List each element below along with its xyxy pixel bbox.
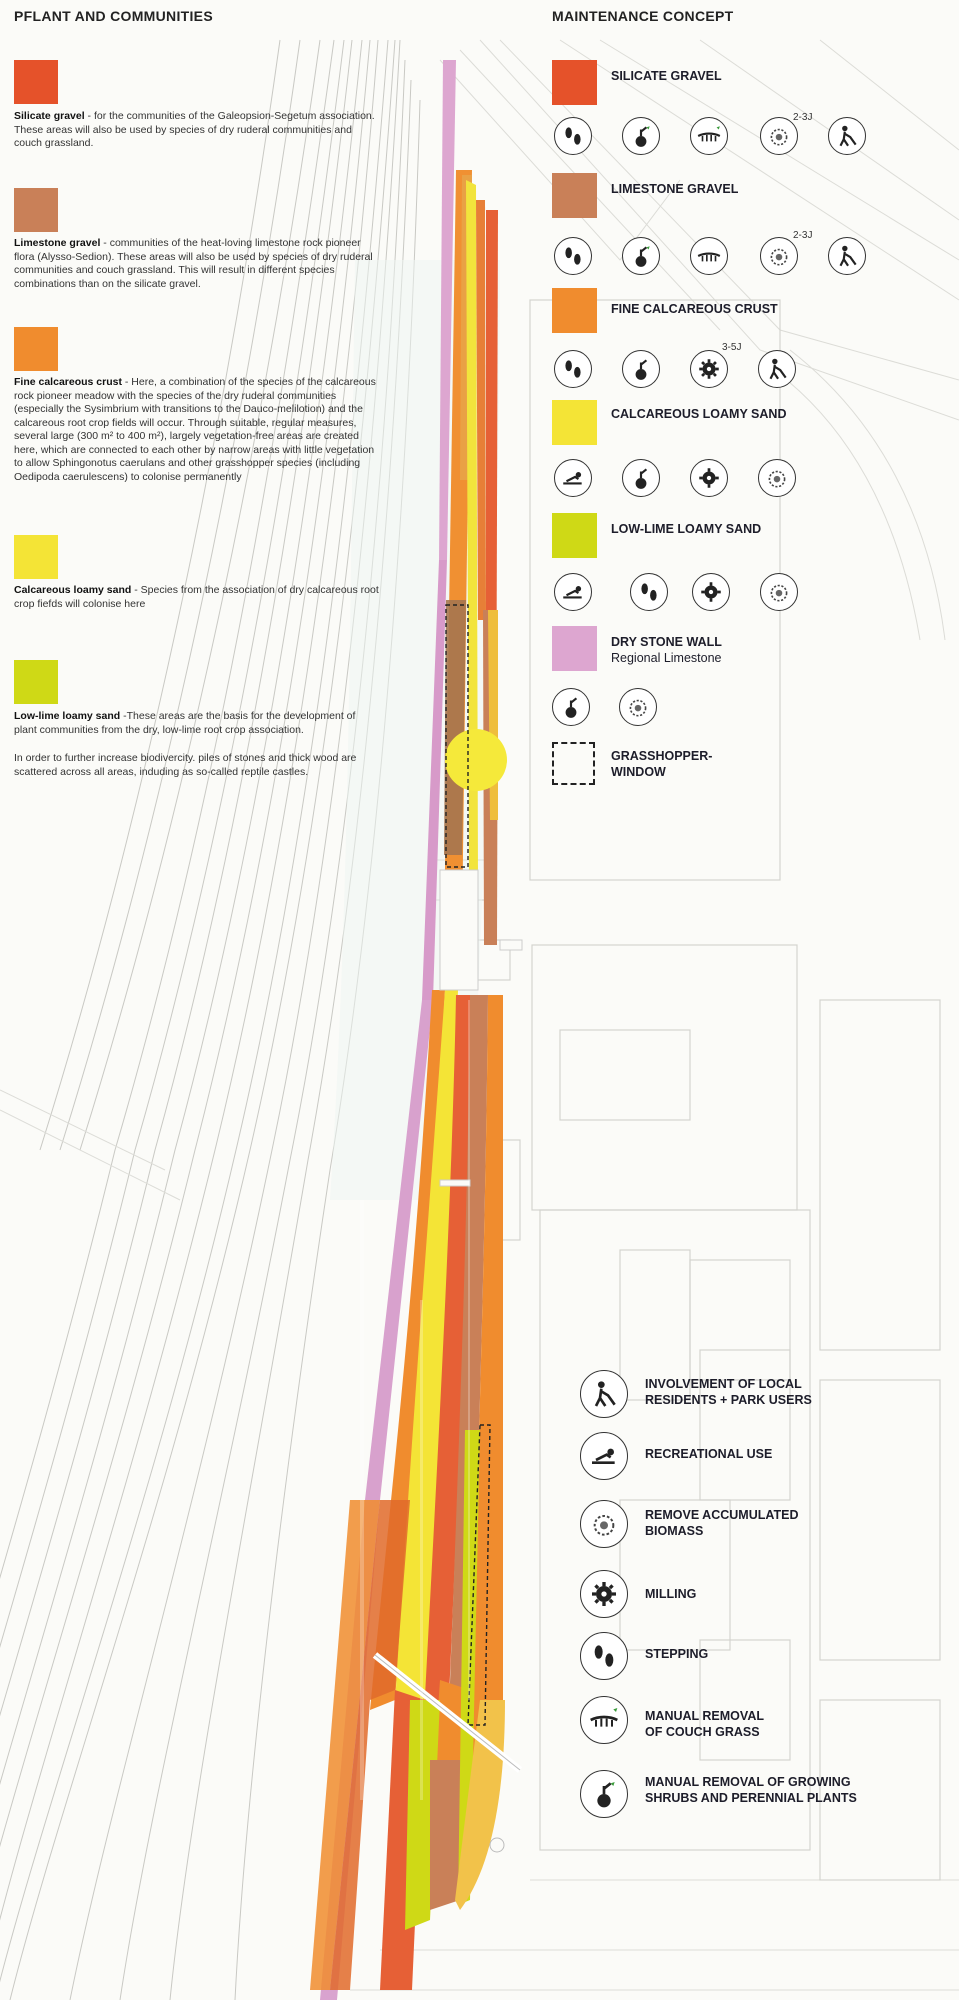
hiker-icon (828, 237, 866, 275)
grasshopper-window-label-2: WINDOW (611, 765, 666, 779)
maintenance-label-limestone: LIMESTONE GRAVEL (611, 182, 739, 196)
biomass-icon (760, 573, 798, 611)
couch-grass-icon (690, 237, 728, 275)
low-lime-loamy-sand-description: Low-lime loamy sand -These areas are the basis for the development of plant communities from the dry, low-lime root crop association. (14, 710, 356, 736)
legend-label: MANUAL REMOVAL OF GROWING SHRUBS AND PERENNIAL PLANTS (645, 1775, 857, 1805)
recreation-icon (580, 1432, 628, 1480)
milling-icon (580, 1570, 628, 1618)
legend-label: STEPPING (645, 1647, 709, 1661)
calcareous-loamy-sand-description: Calcareous loamy sand - Species from the association of dry calcareous root crop fiefds will colonise here (14, 584, 379, 610)
stepping-icon (554, 237, 592, 275)
milling-icon (690, 459, 728, 497)
swatch-calcareous-loamy-sand (14, 535, 58, 579)
maintenance-label-silicate: SILICATE GRAVEL (611, 69, 722, 83)
maintenance-swatch-crust (552, 288, 597, 333)
couch-grass-icon (580, 1696, 628, 1744)
biomass-icon (580, 1500, 628, 1548)
hiker-icon (580, 1370, 628, 1418)
maintenance-swatch-limestone (552, 173, 597, 218)
milling-icon (690, 350, 728, 388)
maintenance-swatch-low-sand (552, 513, 597, 558)
legend-label: MANUAL REMOVAL OF COUCH GRASS (645, 1709, 764, 1739)
grasshopper-window-label-1: GRASSHOPPER- (611, 749, 713, 763)
legend-label: REMOVE ACCUMULATED BIOMASS (645, 1508, 799, 1538)
shrub-removal-icon (622, 350, 660, 388)
legend-label: INVOLVEMENT OF LOCAL RESIDENTS + PARK USERS (645, 1377, 812, 1407)
limestone-gravel-description: Limestone gravel - communities of the heat-loving limestone rock pioneer flora (Alysso-Sedion). These areas will also be used by species of dry ruderal communities and couch grassland. This will result in different species combinations than on the silicate gravel. (14, 237, 373, 290)
biomass-icon (758, 459, 796, 497)
frequency-limestone: 2-3J (793, 230, 813, 241)
biomass-icon (619, 688, 657, 726)
maintenance-swatch-wall (552, 626, 597, 671)
recreation-icon (554, 459, 592, 497)
plant-communities-heading: PFLANT AND COMMUNITIES (14, 8, 213, 24)
recreation-icon (554, 573, 592, 611)
couch-grass-icon (690, 117, 728, 155)
fine-calcareous-crust-description: Fine calcareous crust - Here, a combination of the species of the calcareous rock pioneer meadow with the species of the dry ruderal communities (especially the Sysimbrium with transitions to the Dauco-melilotion) and the calcareous root crop fields will occur. Through suitable, regular measures, several large (300 m² to 400 m²), largely vegetation-free areas are created here, which are connected to each other by narrow areas with little vegetation to allow Sphingonotus caerulans and other grasshopper species (including Oedipoda caerulescens) to colonise permanently (14, 376, 376, 483)
shrub-removal-icon (552, 688, 590, 726)
maintenance-swatch-silicate (552, 60, 597, 105)
maintenance-label-crust: FINE CALCAREOUS CRUST (611, 302, 778, 316)
stepping-icon (554, 117, 592, 155)
biodiversity-note: In order to further increase biodivercity. piles of stones and thick wood are scattered across all areas, induding as so-called reptile castles. (14, 752, 357, 778)
silicate-gravel-description: Silicate gravel - for the communities of the Galeopsion-Segetum association. These areas will also be used by species of dry ruderal communities and couch grassland. (14, 110, 375, 149)
milling-icon (692, 573, 730, 611)
hiker-icon (758, 350, 796, 388)
maintenance-label-low-sand: LOW-LIME LOAMY SAND (611, 522, 762, 536)
stepping-icon (554, 350, 592, 388)
frequency-silicate: 2-3J (793, 112, 813, 123)
maintenance-label-wall: DRY STONE WALL (611, 635, 722, 649)
maintenance-concept-heading: MAINTENANCE CONCEPT (552, 8, 734, 24)
maintenance-label-cal-sand: CALCAREOUS LOAMY SAND (611, 407, 787, 421)
shrub-removal-icon (580, 1770, 628, 1818)
frequency-crust: 3-5J (722, 342, 742, 353)
maintenance-swatch-cal-sand (552, 400, 597, 445)
swatch-fine-calcareous-crust (14, 327, 58, 371)
swatch-limestone-gravel (14, 188, 58, 232)
maintenance-sublabel-wall: Regional Limestone (611, 651, 722, 665)
hiker-icon (828, 117, 866, 155)
shrub-removal-icon (622, 237, 660, 275)
biomass-icon (760, 237, 798, 275)
grasshopper-window-symbol (552, 742, 595, 785)
stepping-icon (580, 1632, 628, 1680)
legend-label: MILLING (645, 1587, 697, 1601)
shrub-removal-icon (622, 117, 660, 155)
legend-label: RECREATIONAL USE (645, 1447, 773, 1461)
swatch-low-lime-loamy-sand (14, 660, 58, 704)
shrub-removal-icon (622, 459, 660, 497)
swatch-silicate-gravel (14, 60, 58, 104)
stepping-icon (630, 573, 668, 611)
